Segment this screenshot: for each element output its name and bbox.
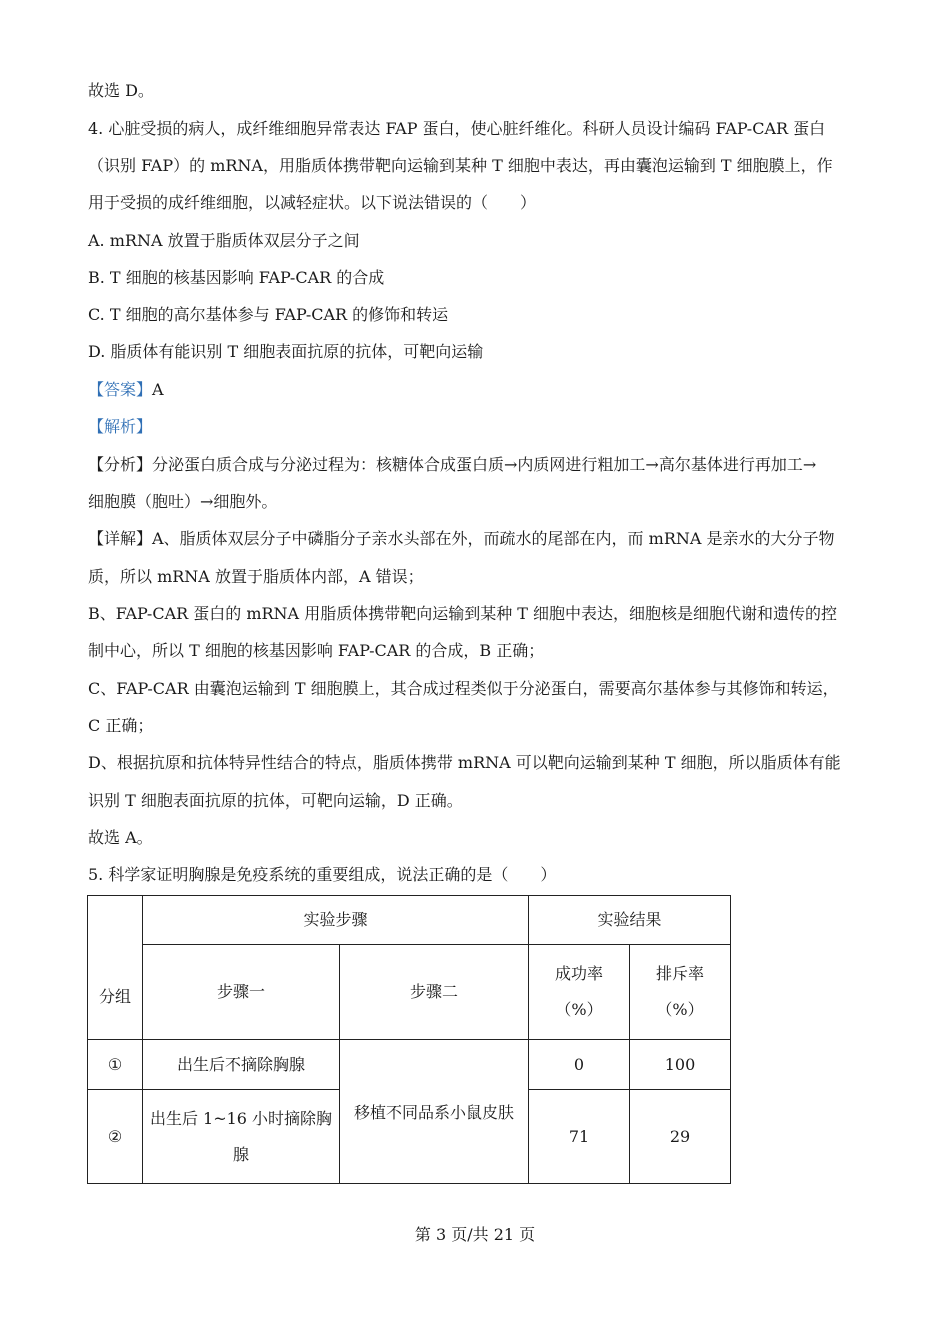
text-line: B、FAP-CAR 蛋白的 mRNA 用脂质体携带靶向运输到某种 T 细胞中表达，细胞核是细胞代谢和遗传的控 xyxy=(88,604,838,623)
success-rate-cell: 71 xyxy=(529,1090,630,1184)
table-row xyxy=(88,1040,731,1090)
answer-tag: 【答案】 xyxy=(88,380,153,399)
detail-text: 【详解】A、脂质体双层分子中磷脂分子亲水头部在外，而疏水的尾部在内，而 mRNA 是亲水的大分子物 xyxy=(88,529,835,548)
option-a: A. mRNA 放置于脂质体双层分子之间 xyxy=(88,231,360,250)
results-header: 实验结果 xyxy=(529,896,731,945)
step2-header: 步骤二 xyxy=(340,945,529,1040)
experiment-table xyxy=(87,895,731,1184)
step1-cell-line: 腺 xyxy=(232,1144,249,1164)
rejection-rate-cell: 100 xyxy=(630,1040,731,1090)
analysis-text: 【分析】分泌蛋白质合成与分泌过程为：核糖体合成蛋白质→内质网进行粗加工→高尔基体进行再加工→ xyxy=(88,455,817,474)
group-cell: ② xyxy=(88,1090,143,1184)
question-5-stem: 5. 科学家证明胸腺是免疫系统的重要组成，说法正确的是（ ） xyxy=(88,865,557,884)
group-cell: ① xyxy=(88,1040,143,1090)
table-header-row xyxy=(88,896,731,945)
steps-header: 实验步骤 xyxy=(143,896,529,945)
text-line: 用于受损的成纤维细胞，以减轻症状。以下说法错误的（ ） xyxy=(88,193,537,212)
analysis-tag: 【解析】 xyxy=(88,417,153,436)
step1-cell xyxy=(143,1090,340,1184)
text-line: 故选 D。 xyxy=(88,81,154,100)
option-b: B. T 细胞的核基因影响 FAP-CAR 的合成 xyxy=(88,268,385,287)
text-line: 质，所以 mRNA 放置于脂质体内部，A 错误； xyxy=(88,567,424,586)
step1-cell-line: 出生后 1~16 小时摘除胸 xyxy=(149,1108,333,1128)
success-rate-label: 成功率 xyxy=(554,964,603,983)
answer-value: A xyxy=(152,380,164,399)
text-line: 细胞膜（胞吐）→细胞外。 xyxy=(88,492,278,511)
text-line: 故选 A。 xyxy=(88,828,153,847)
success-rate-cell: 0 xyxy=(529,1040,630,1090)
text-line: D、根据抗原和抗体特异性结合的特点，脂质体携带 mRNA 可以靶向运输到某种 T 细胞，所以脂质体有能 xyxy=(88,753,841,772)
answer-line xyxy=(88,379,868,401)
text-line: 识别 T 细胞表面抗原的抗体，可靶向运输，D 正确。 xyxy=(88,791,463,810)
step1-cell: 出生后不摘除胸腺 xyxy=(143,1040,340,1090)
success-rate-header xyxy=(529,945,630,1040)
text-line: （识别 FAP）的 mRNA，用脂质体携带靶向运输到某种 T 细胞中表达，再由囊泡运输到 T 细胞膜上，作 xyxy=(88,156,833,175)
rejection-rate-unit: （%） xyxy=(656,1000,704,1019)
question-4-stem: 4. 心脏受损的病人，成纤维细胞异常表达 FAP 蛋白，使心脏纤维化。科研人员设计编码 FAP-CAR 蛋白 xyxy=(88,119,826,138)
option-c: C. T 细胞的高尔基体参与 FAP-CAR 的修饰和转运 xyxy=(88,305,449,324)
text-line: C 正确； xyxy=(88,716,154,735)
page-footer: 第 3 页/共 21 页 xyxy=(414,1225,536,1244)
text-line: 制中心，所以 T 细胞的核基因影响 FAP-CAR 的合成，B 正确； xyxy=(88,641,545,660)
table-subheader-row xyxy=(88,945,731,1040)
text-line: C、FAP-CAR 由囊泡运输到 T 细胞膜上，其合成过程类似于分泌蛋白，需要高尔基体参与其修饰和转运， xyxy=(88,679,839,698)
group-header: 分组 xyxy=(88,896,143,1040)
rejection-rate-header xyxy=(630,945,731,1040)
step1-header: 步骤一 xyxy=(143,945,340,1040)
step2-shared-cell: 移植不同品系小鼠皮肤 xyxy=(340,1040,529,1184)
success-rate-unit: （%） xyxy=(555,1000,603,1019)
option-d: D. 脂质体有能识别 T 细胞表面抗原的抗体，可靶向运输 xyxy=(88,342,484,361)
rejection-rate-cell: 29 xyxy=(630,1090,731,1184)
rejection-rate-label: 排斥率 xyxy=(655,964,704,983)
